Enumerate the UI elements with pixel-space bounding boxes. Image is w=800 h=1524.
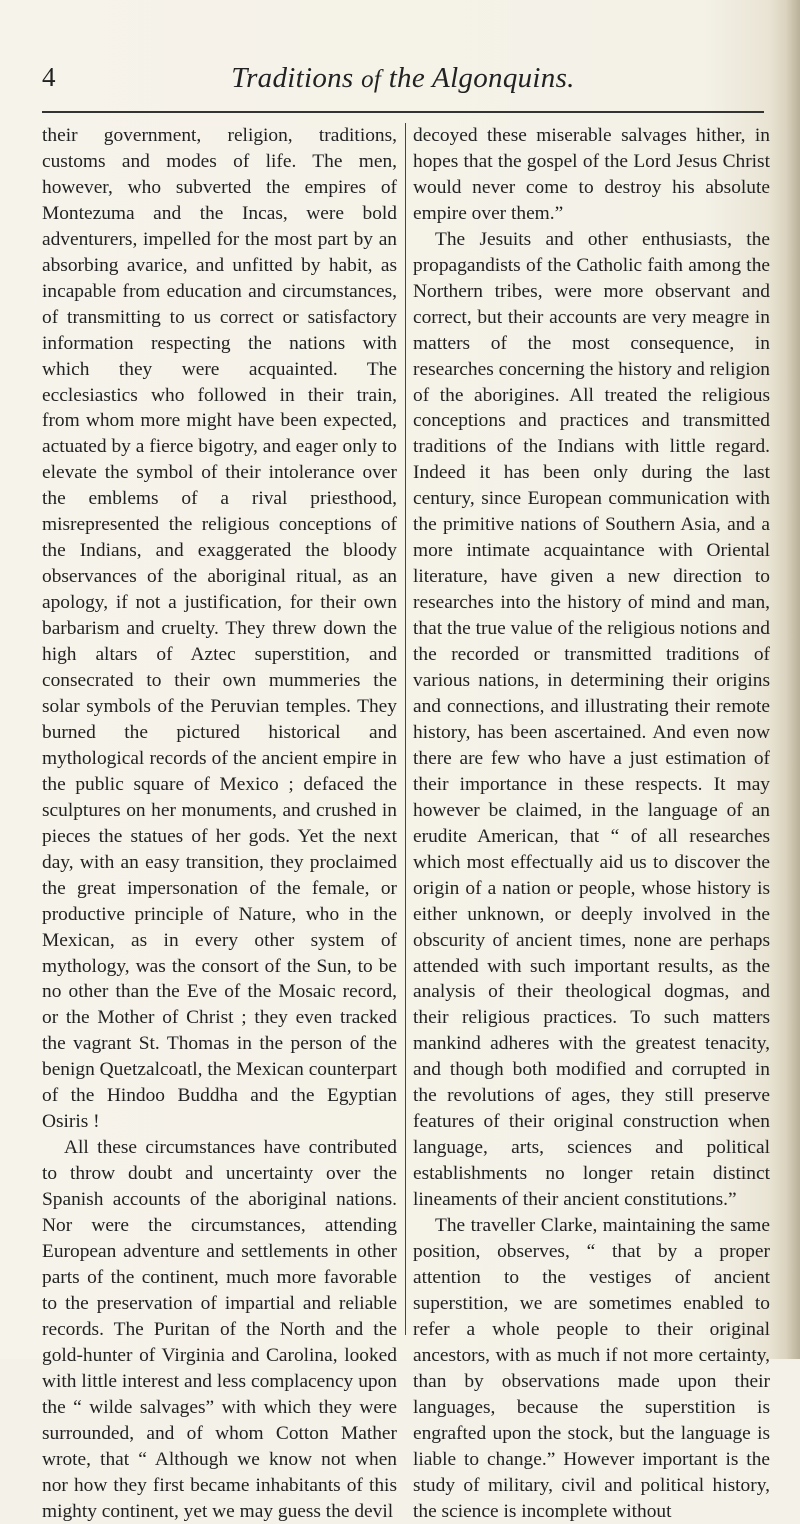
right-paragraph-1: decoyed these miserable salvages hither, in hopes that the gospel of the Lord Jesus Christ would never come to destroy his absolute empire over them.” — [413, 125, 770, 224]
right-column — [413, 123, 770, 1522]
header-rule — [42, 111, 764, 113]
running-title-part-2: of — [361, 66, 382, 93]
left-column — [42, 123, 397, 1522]
right-paragraph-2: The Jesuits and other enthusiasts, the propagandists of the Catholic faith among the Northern tribes, were more observant and correct, but their accounts are very meagre in matters of the most consequence, in researches concerning the history and religion of the aborigines. All treated the religious conceptions and practices and transmitted traditions of the Indians with little regard. Indeed it has been only during the last century, since European communication with the primitive nations of Southern Asia, and a more intimate acquaintance with Oriental literature, have given a new direction to researches into the history of mind and man, that the true value of the religious notions and the recorded or transmitted traditions of various nations, in determining their origins and connections, and illustrating their remote history, has been ascertained. And even now there are few who have a just estimation of their importance in these respects. It may however be claimed, in the language of an erudite American, that “ of all researches which most effectually aid us to discover the origin of a nation or people, whose history is either unknown, or deeply involved in the obscurity of ancient times, none are perhaps attended with such important results, as the analysis of their theological dogmas, and their religious practices. To such matters mankind adheres with the greatest tenacity, and though both modified and corrupted in the revolutions of ages, they still preserve features of their original construction when language, arts, sciences and political establishments no longer retain distinct lineaments of their ancient constitutions.” — [413, 228, 770, 1211]
page-header — [42, 62, 764, 102]
page-number: 4 — [42, 62, 56, 92]
left-paragraph-2: All these circumstances have contributed to throw doubt and uncertainty over the Spanish accounts of the aboriginal nations. Nor were the circumstances, attending European adventure and settlements in other parts of the continent, much more favorable to the preservation of impartial and reliable records. The Puritan of the North and the gold-hunter of Virginia and Carolina, looked with little interest and less complacency upon the “ wilde salvages” with which they were surrounded, and of whom Cotton Mather wrote, that “ Although we know not when nor how they first became inhabitants of this mighty continent, yet we may guess the devil — [42, 1137, 397, 1522]
running-title — [42, 62, 764, 95]
page-edge-shadow — [786, 0, 800, 1359]
column-divider — [405, 123, 406, 1335]
left-paragraph-1: their government, religion, traditions, customs and modes of life. The men, however, who subverted the empires of Montezuma and the Incas, were bold adventurers, impelled for the most part by an absorbing avarice, and unfitted by habit, as incapable from education and circumstances, of transmitting to us correct or satisfactory information respecting the nations with which they were acquainted. The ecclesiastics who followed in their train, from whom more might have been expected, actuated by a fierce bigotry, and eager only to elevate the symbol of their intolerance over the emblems of a rival priesthood, misrepresented the religious conceptions of the Indians, and exaggerated the bloody observances of the aboriginal ritual, as an apology, if not a justification, for their own barbarism and cruelty. They threw down the high altars of Aztec superstition, and consecrated to their own mummeries the solar symbols of the Peruvian temples. They burned the pictured historical and mythological records of the ancient empire in the public square of Mexico ; defaced the sculptures on her monuments, and crushed in pieces the statues of her gods. Yet the next day, with an easy transition, they proclaimed the great impersonation of the female, or productive principle of Nature, who in the Mexican, as in every other system of mythology, was the consort of the Sun, to be no other than the Eve of the Mosaic record, or the Mother of Christ ; they even tracked the vagrant St. Thomas in the person of the benign Quetzalcoatl, the Mexican counterpart of the Hindoo Buddha and the Egyptian Osiris ! — [42, 125, 397, 1133]
running-title-part-1: Traditions — [231, 62, 354, 94]
right-paragraph-3: The traveller Clarke, maintaining the same position, observes, “ that by a proper attention to the vestiges of ancient superstition, we are sometimes enabled to refer a whole people to their original ancestors, with as much if not more certainty, than by observations made upon their languages, because the superstition is engrafted upon the stock, but the language is liable to change.” However important is the study of military, civil and political history, the science is incomplete without — [413, 1215, 770, 1522]
running-title-part-3: the Algonquins. — [388, 62, 575, 94]
